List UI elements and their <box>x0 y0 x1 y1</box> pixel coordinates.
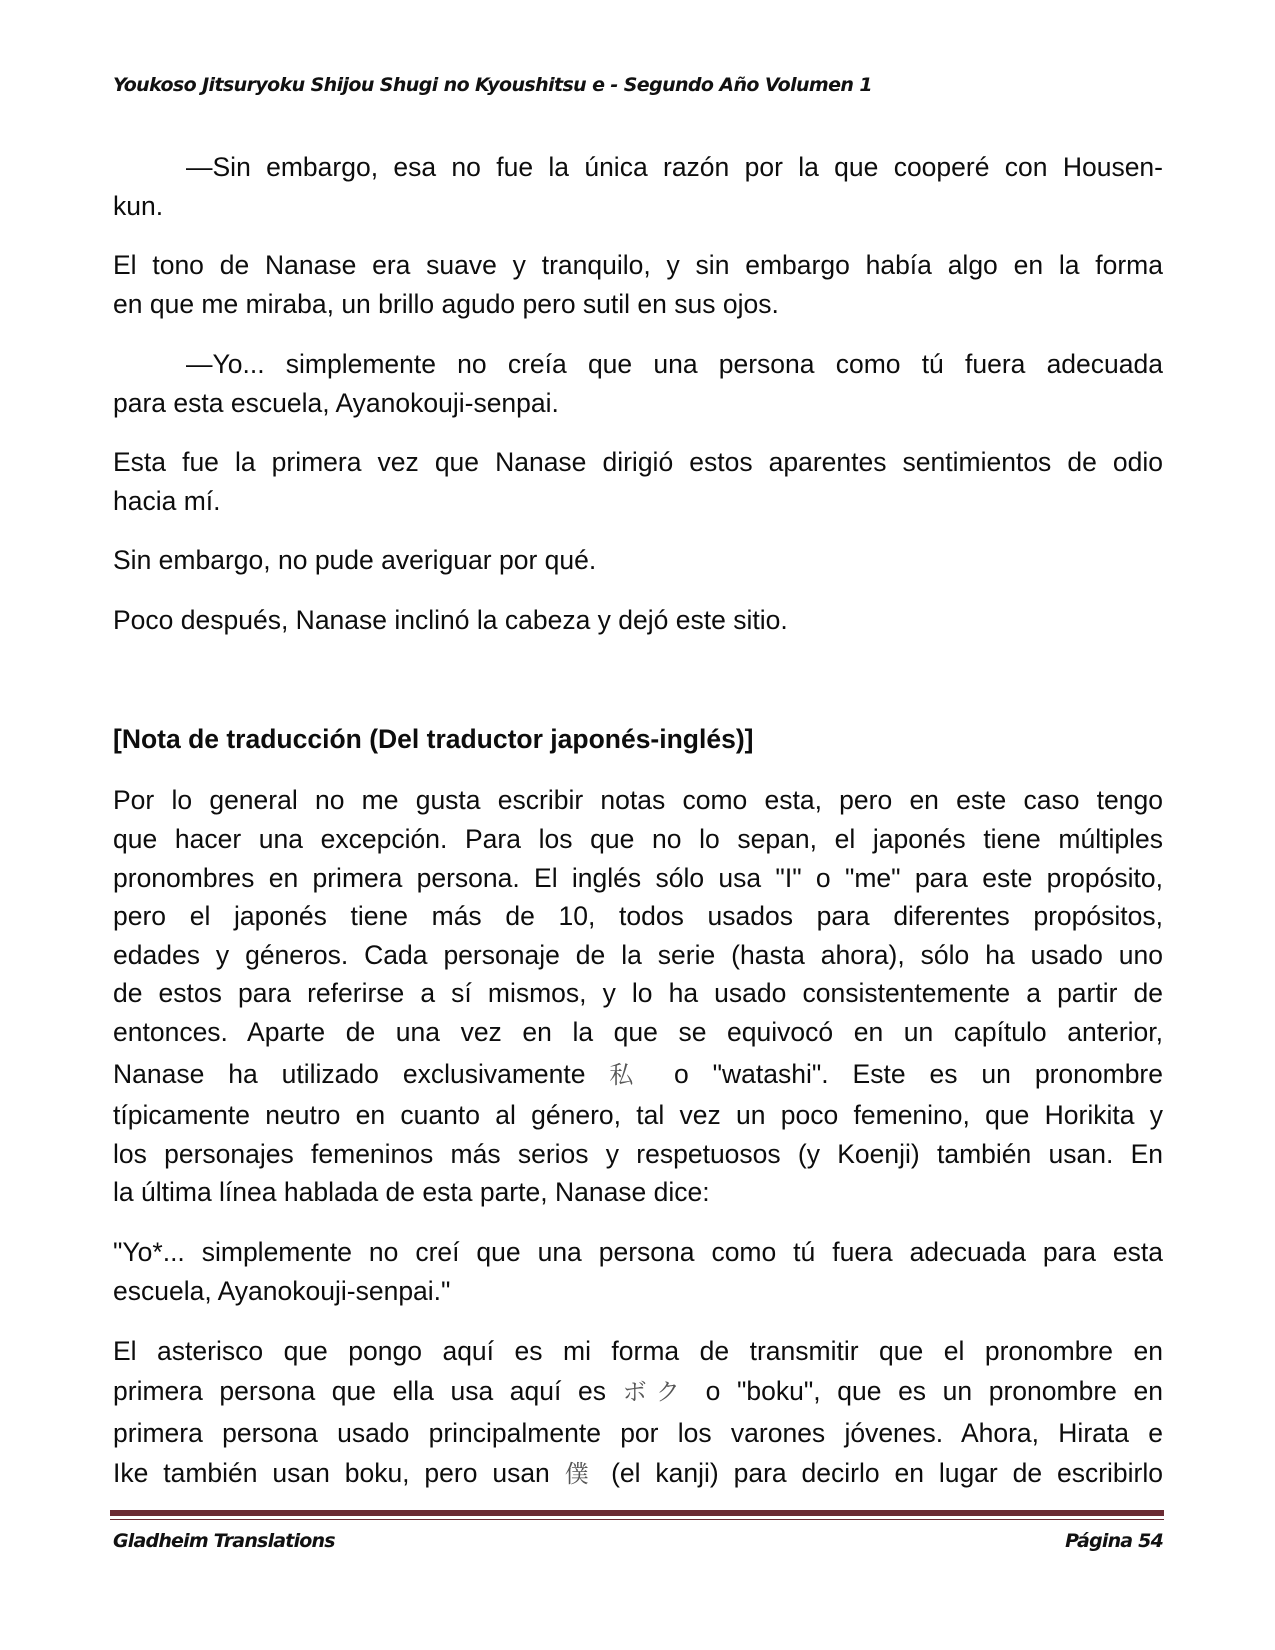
paragraph-line: hacia mí. <box>113 486 221 516</box>
paragraph-line: —Sin embargo, esa no fue la única razón por la que cooperé con Housen- <box>186 152 1163 182</box>
note-heading: [Nota de traducción (Del traductor japonés-inglés)] <box>113 724 754 754</box>
note-line: la última línea hablada de esta parte, Nanase dice: <box>113 1177 710 1207</box>
paragraph-line: Sin embargo, no pude averiguar por qué. <box>113 545 597 575</box>
paragraph-line: kun. <box>113 191 164 221</box>
footer-rule-thin <box>110 1519 1164 1520</box>
note-text: o "boku", que es un pronombre en <box>705 1376 1163 1406</box>
asterisk-line: primera persona usado principalmente por los varones jóvenes. Ahora, Hirata e <box>113 1418 1163 1448</box>
footer-publisher: Gladheim Translations <box>113 1530 335 1552</box>
note-text: o "watashi". Este es un pronombre <box>673 1059 1163 1089</box>
asterisk-line <box>113 1376 1163 1407</box>
quote-line: escuela, Ayanokouji-senpai." <box>113 1276 451 1306</box>
note-line: de estos para referirse a sí mismos, y lo ha usado consistentemente a partir de <box>113 978 1163 1008</box>
note-line: pronombres en primera persona. El inglés sólo usa "I" o "me" para este propósito, <box>113 863 1163 893</box>
note-line: Por lo general no me gusta escribir notas como esta, pero en este caso tengo <box>113 785 1163 815</box>
kanji-boku: 僕 <box>564 1460 597 1488</box>
paragraph-line: El tono de Nanase era suave y tranquilo, y sin embargo había algo en la forma <box>113 250 1163 280</box>
paragraph-line: Poco después, Nanase inclinó la cabeza y dejó este sitio. <box>113 605 788 635</box>
note-text: Ike también usan boku, pero usan <box>113 1458 550 1488</box>
note-line: edades y géneros. Cada personaje de la serie (hasta ahora), sólo ha usado uno <box>113 940 1163 970</box>
note-line: entonces. Aparte de una vez en la que se equivocó en un capítulo anterior, <box>113 1017 1163 1047</box>
kanji-watashi: 私 <box>609 1061 650 1089</box>
paragraph-line: para esta escuela, Ayanokouji-senpai. <box>113 388 559 418</box>
note-text: Nanase ha utilizado exclusivamente <box>113 1059 586 1089</box>
note-line: típicamente neutro en cuanto al género, tal vez un poco femenino, que Horikita y <box>113 1100 1163 1130</box>
paragraph-line: en que me miraba, un brillo agudo pero sutil en sus ojos. <box>113 289 779 319</box>
asterisk-line: El asterisco que pongo aquí es mi forma de transmitir que el pronombre en <box>113 1336 1163 1366</box>
asterisk-line <box>113 1458 1163 1489</box>
katakana-boku: ボク <box>622 1378 690 1406</box>
footer-page-number: Página 54 <box>1065 1530 1163 1552</box>
note-text: (el kanji) para decirlo en lugar de escribirlo <box>611 1458 1164 1488</box>
note-line: que hacer una excepción. Para los que no lo sepan, el japonés tiene múltiples <box>113 824 1163 854</box>
paragraph-line: Esta fue la primera vez que Nanase dirigió estos aparentes sentimientos de odio <box>113 447 1163 477</box>
note-line: pero el japonés tiene más de 10, todos usados para diferentes propósitos, <box>113 901 1163 931</box>
note-line <box>113 1059 1163 1090</box>
note-line: los personajes femeninos más serios y respetuosos (y Koenji) también usan. En <box>113 1139 1163 1169</box>
note-text: primera persona que ella usa aquí es <box>113 1376 606 1406</box>
paragraph-line: —Yo... simplemente no creía que una persona como tú fuera adecuada <box>186 349 1163 379</box>
quote-line: "Yo*... simplemente no creí que una persona como tú fuera adecuada para esta <box>113 1237 1163 1267</box>
footer-rule-thick <box>110 1510 1164 1516</box>
page-header-title: Youkoso Jitsuryoku Shijou Shugi no Kyoushitsu e - Segundo Año Volumen 1 <box>113 74 872 96</box>
